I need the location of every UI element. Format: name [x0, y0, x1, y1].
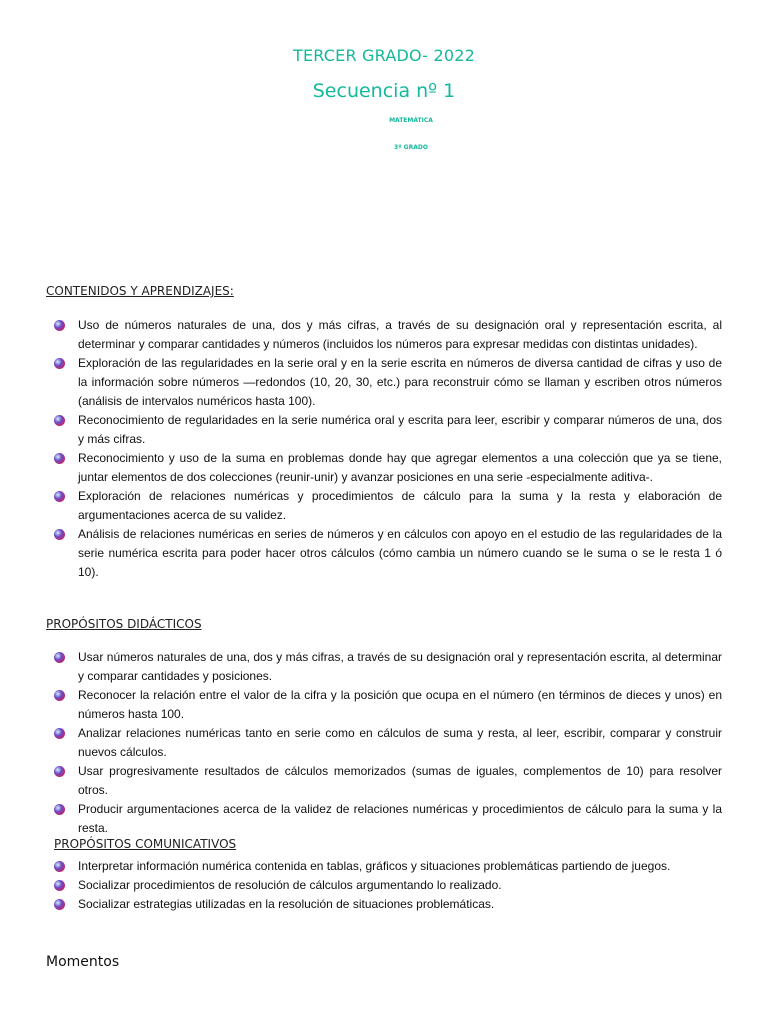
contenidos-heading: CONTENIDOS Y APRENDIZAJES: [46, 284, 234, 298]
bullet-icon [54, 529, 65, 540]
list-item [54, 876, 722, 895]
bullet-icon [54, 804, 65, 815]
list-item-text: Producir argumentaciones acerca de la validez de relaciones numéricas y procedimientos de cálculo para la suma y la resta. [78, 802, 722, 835]
bullet-icon [54, 899, 65, 910]
propositos-didacticos-heading: PROPÓSITOS DIDÁCTICOS [46, 617, 202, 631]
bullet-icon [54, 652, 65, 663]
list-item-text: Usar números naturales de una, dos y más cifras, a través de su designación oral y representación escrita, al determinar y comparar cantidades y posiciones. [78, 650, 722, 683]
bullet-icon [54, 861, 65, 872]
list-item [54, 648, 722, 686]
list-item [54, 762, 722, 800]
list-item-text: Exploración de las regularidades en la serie oral y en la serie escrita en números de diversa cantidad de cifras y uso de la información sobre números —redondos (10, 20, 30, etc.) para reconstruir cómo se llaman y escriben otros números (análisis de intervalos numéricos hasta 100). [78, 356, 722, 408]
bullet-icon [54, 453, 65, 464]
propositos-didacticos-list [54, 648, 722, 838]
list-item-text: Socializar estrategias utilizadas en la resolución de situaciones problemáticas. [78, 897, 495, 911]
bullet-icon [54, 491, 65, 502]
list-item-text: Análisis de relaciones numéricas en series de números y en cálculos con apoyo en el estudio de las regularidades de la serie numérica escrita para poder hacer otros cálculos (cómo cambia un número cuando se le suma o se le resta 1 ó 10). [78, 527, 722, 579]
list-item-text: Analizar relaciones numéricas tanto en serie como en cálculos de suma y resta, al leer, escribir, comparar y construir nuevos cálculos. [78, 726, 722, 759]
list-item-text: Reconocer la relación entre el valor de la cifra y la posición que ocupa en el número (en términos de dieces y unos) en números hasta 100. [78, 688, 722, 721]
list-item [54, 724, 722, 762]
bullet-icon [54, 766, 65, 777]
list-item [54, 487, 722, 525]
list-item-text: Interpretar información numérica contenida en tablas, gráficos y situaciones problemáticas partiendo de juegos. [78, 859, 671, 873]
list-item [54, 800, 722, 838]
list-item [54, 525, 722, 582]
sequence-title: Secuencia nº 1 [312, 80, 456, 102]
bullet-icon [54, 415, 65, 426]
subject-label: MATEMÁTICA [389, 117, 433, 124]
list-item [54, 316, 722, 354]
document-title: TERCER GRADO- 2022 [292, 46, 476, 65]
bullet-icon [54, 880, 65, 891]
grade-label: 3º GRADO [394, 144, 428, 151]
propositos-comunicativos-list [54, 857, 722, 914]
list-item [54, 895, 722, 914]
contenidos-list [54, 316, 722, 582]
list-item-text: Usar progresivamente resultados de cálculos memorizados (sumas de iguales, complementos de 10) para resolver otros. [78, 764, 722, 797]
list-item-text: Reconocimiento y uso de la suma en problemas donde hay que agregar elementos a una colección que ya se tiene, juntar elementos de dos colecciones (reunir-unir) y avanzar posiciones en una serie -especialmente aditiva-. [78, 451, 722, 484]
list-item-text: Uso de números naturales de una, dos y más cifras, a través de su designación oral y representación escrita, al determinar y comparar cantidades y números (incluidos los números para expresar medidas con distintas unidades). [78, 318, 722, 351]
list-item-text: Exploración de relaciones numéricas y procedimientos de cálculo para la suma y la resta y elaboración de argumentaciones acerca de su validez. [78, 489, 722, 522]
momentos-heading: Momentos [46, 954, 120, 970]
list-item [54, 449, 722, 487]
list-item-text: Reconocimiento de regularidades en la serie numérica oral y escrita para leer, escribir y comparar números de una, dos y más cifras. [78, 413, 722, 446]
list-item [54, 411, 722, 449]
bullet-icon [54, 728, 65, 739]
list-item [54, 857, 722, 876]
list-item-text: Socializar procedimientos de resolución de cálculos argumentando lo realizado. [78, 878, 502, 892]
propositos-comunicativos-heading: PROPÓSITOS COMUNICATIVOS [54, 837, 237, 851]
bullet-icon [54, 358, 65, 369]
list-item [54, 354, 722, 411]
bullet-icon [54, 690, 65, 701]
list-item [54, 686, 722, 724]
bullet-icon [54, 320, 65, 331]
